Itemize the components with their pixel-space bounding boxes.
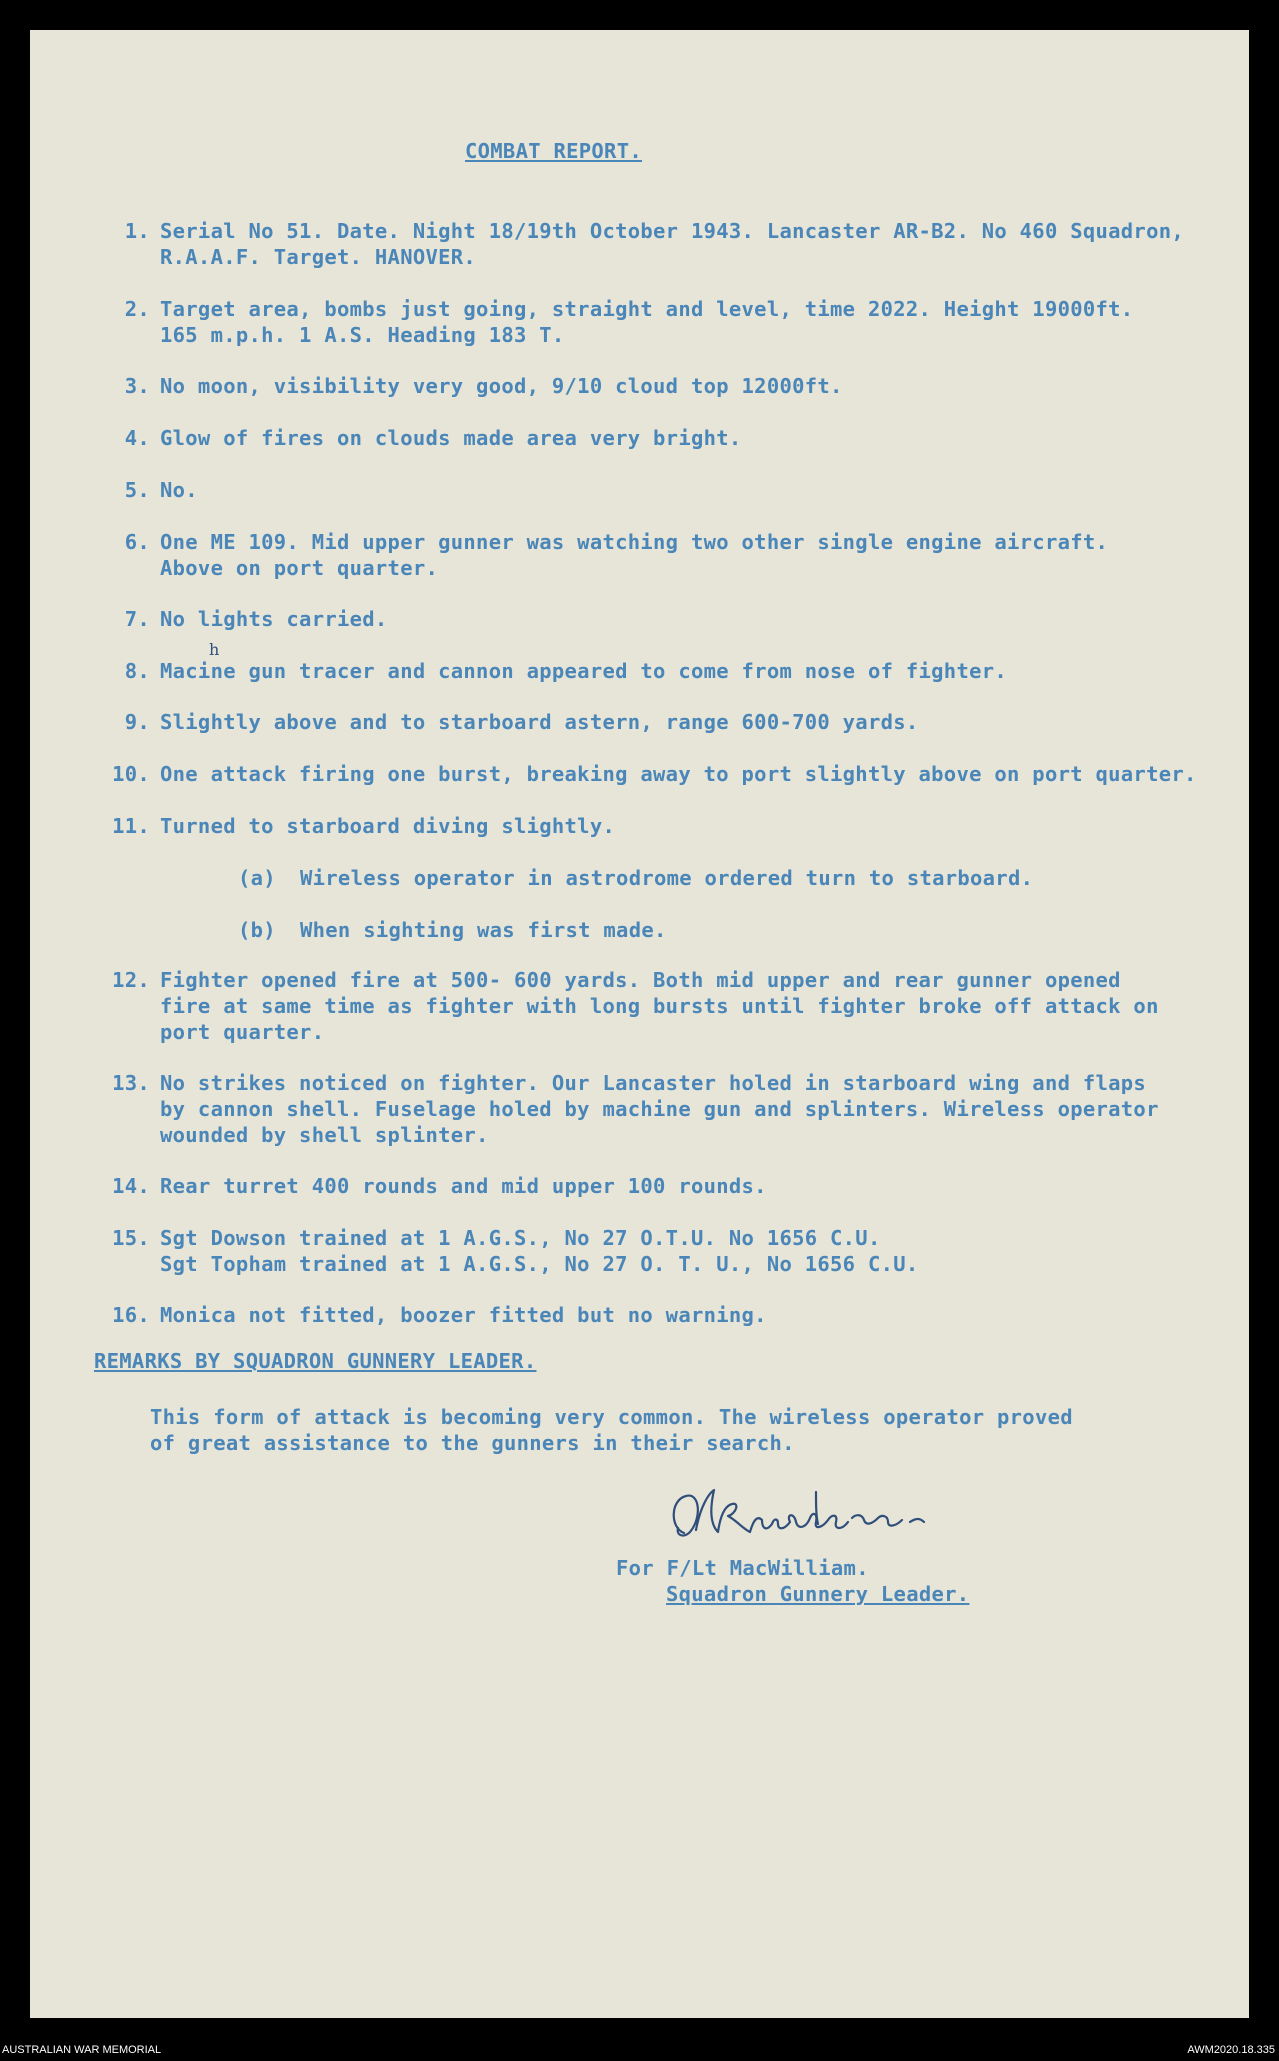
list-item: [102, 529, 1108, 581]
item-number: 1.: [124, 219, 150, 243]
sub-item: [238, 865, 1033, 891]
item-line: Above on port quarter.: [160, 556, 439, 580]
item-line: R.A.A.F. Target. HANOVER.: [160, 245, 477, 269]
item-number: 14.: [112, 1174, 150, 1198]
item-line: Target area, bombs just going, straight and level, time 2022. Height 19000ft.: [160, 297, 1134, 321]
sub-item-text: Wireless operator in astrodrome ordered turn to starboard.: [300, 866, 1034, 890]
item-line: No strikes noticed on fighter. Our Lancaster holed in starboard wing and flaps: [160, 1071, 1147, 1095]
item-number: 8.: [124, 659, 150, 683]
item-line: One ME 109. Mid upper gunner was watching two other single engine aircraft.: [160, 530, 1109, 554]
list-item: [102, 606, 388, 632]
item-number: 9.: [124, 710, 150, 734]
footer-reference: AWM2020.18.335: [1187, 2044, 1275, 2056]
item-line: Monica not fitted, boozer fitted but no warning.: [160, 1303, 767, 1327]
item-number: 3.: [124, 374, 150, 398]
handwritten-correction: h: [209, 640, 220, 659]
list-item: [102, 761, 1197, 787]
item-line: Rear turret 400 rounds and mid upper 100 rounds.: [160, 1174, 767, 1198]
list-item: [102, 1225, 919, 1277]
list-item: [102, 813, 615, 839]
signatory-title: Squadron Gunnery Leader.: [666, 1582, 970, 1606]
item-line: wounded by shell splinter.: [160, 1123, 489, 1147]
item-line: 165 m.p.h. 1 A.S. Heading 183 T.: [160, 323, 565, 347]
item-number: 11.: [112, 814, 150, 838]
list-item: [102, 658, 1007, 684]
item-number: 15.: [112, 1226, 150, 1250]
item-number: 4.: [124, 426, 150, 450]
item-line: Glow of fires on clouds made area very bright.: [160, 426, 742, 450]
item-number: 2.: [124, 297, 150, 321]
remarks-line: This form of attack is becoming very common. The wireless operator proved: [150, 1405, 1073, 1429]
list-item: [102, 218, 1184, 270]
item-line: Sgt Dowson trained at 1 A.G.S., No 27 O.T.U. No 1656 C.U.: [160, 1226, 881, 1250]
document-page: [30, 30, 1249, 2018]
remarks-text: [150, 1404, 1073, 1456]
item-line: No lights carried.: [160, 607, 388, 631]
item-line: port quarter.: [160, 1020, 325, 1044]
handwritten-signature: [666, 1478, 966, 1550]
item-number: 16.: [112, 1303, 150, 1327]
sub-item-label: (b): [238, 918, 276, 942]
remarks-heading: REMARKS BY SQUADRON GUNNERY LEADER.: [94, 1349, 537, 1373]
item-line: fire at same time as fighter with long bursts until fighter broke off attack on: [160, 994, 1159, 1018]
item-line: Slightly above and to starboard astern, range 600-700 yards.: [160, 710, 919, 734]
item-number: 6.: [124, 530, 150, 554]
sub-item-label: (a): [238, 866, 276, 890]
item-number: 10.: [112, 762, 150, 786]
signed-for: For F/Lt MacWilliam.: [616, 1556, 869, 1580]
item-line: Macine gun tracer and cannon appeared to come from nose of fighter.: [160, 659, 1008, 683]
list-item: [102, 1070, 1159, 1148]
item-number: 7.: [124, 607, 150, 631]
item-number: 12.: [112, 968, 150, 992]
item-line: Fighter opened fire at 500- 600 yards. Both mid upper and rear gunner opened: [160, 968, 1121, 992]
list-item: [102, 425, 742, 451]
list-item: [102, 296, 1133, 348]
item-line: One attack firing one burst, breaking away to port slightly above on port quarter.: [160, 762, 1197, 786]
list-item: [102, 373, 843, 399]
item-line: No.: [160, 478, 198, 502]
item-line: by cannon shell. Fuselage holed by machine gun and splinters. Wireless operator: [160, 1097, 1159, 1121]
list-item: [102, 709, 919, 735]
item-number: 5.: [124, 478, 150, 502]
item-line: No moon, visibility very good, 9/10 cloud top 12000ft.: [160, 374, 843, 398]
list-item: [102, 1302, 767, 1328]
footer-source: AUSTRALIAN WAR MEMORIAL: [2, 2044, 162, 2056]
remarks-line: of great assistance to the gunners in their search.: [150, 1431, 795, 1455]
list-item: [102, 1173, 767, 1199]
list-item: [102, 967, 1159, 1045]
sub-item: [238, 917, 667, 943]
item-line: Turned to starboard diving slightly.: [160, 814, 616, 838]
item-number: 13.: [112, 1071, 150, 1095]
sub-item-text: When sighting was first made.: [300, 918, 667, 942]
item-line: Serial No 51. Date. Night 18/19th October 1943. Lancaster AR-B2. No 460 Squadron,: [160, 219, 1185, 243]
report-title: COMBAT REPORT.: [465, 139, 642, 163]
item-line: Sgt Topham trained at 1 A.G.S., No 27 O. T. U., No 1656 C.U.: [160, 1252, 919, 1276]
list-item: [102, 477, 198, 503]
